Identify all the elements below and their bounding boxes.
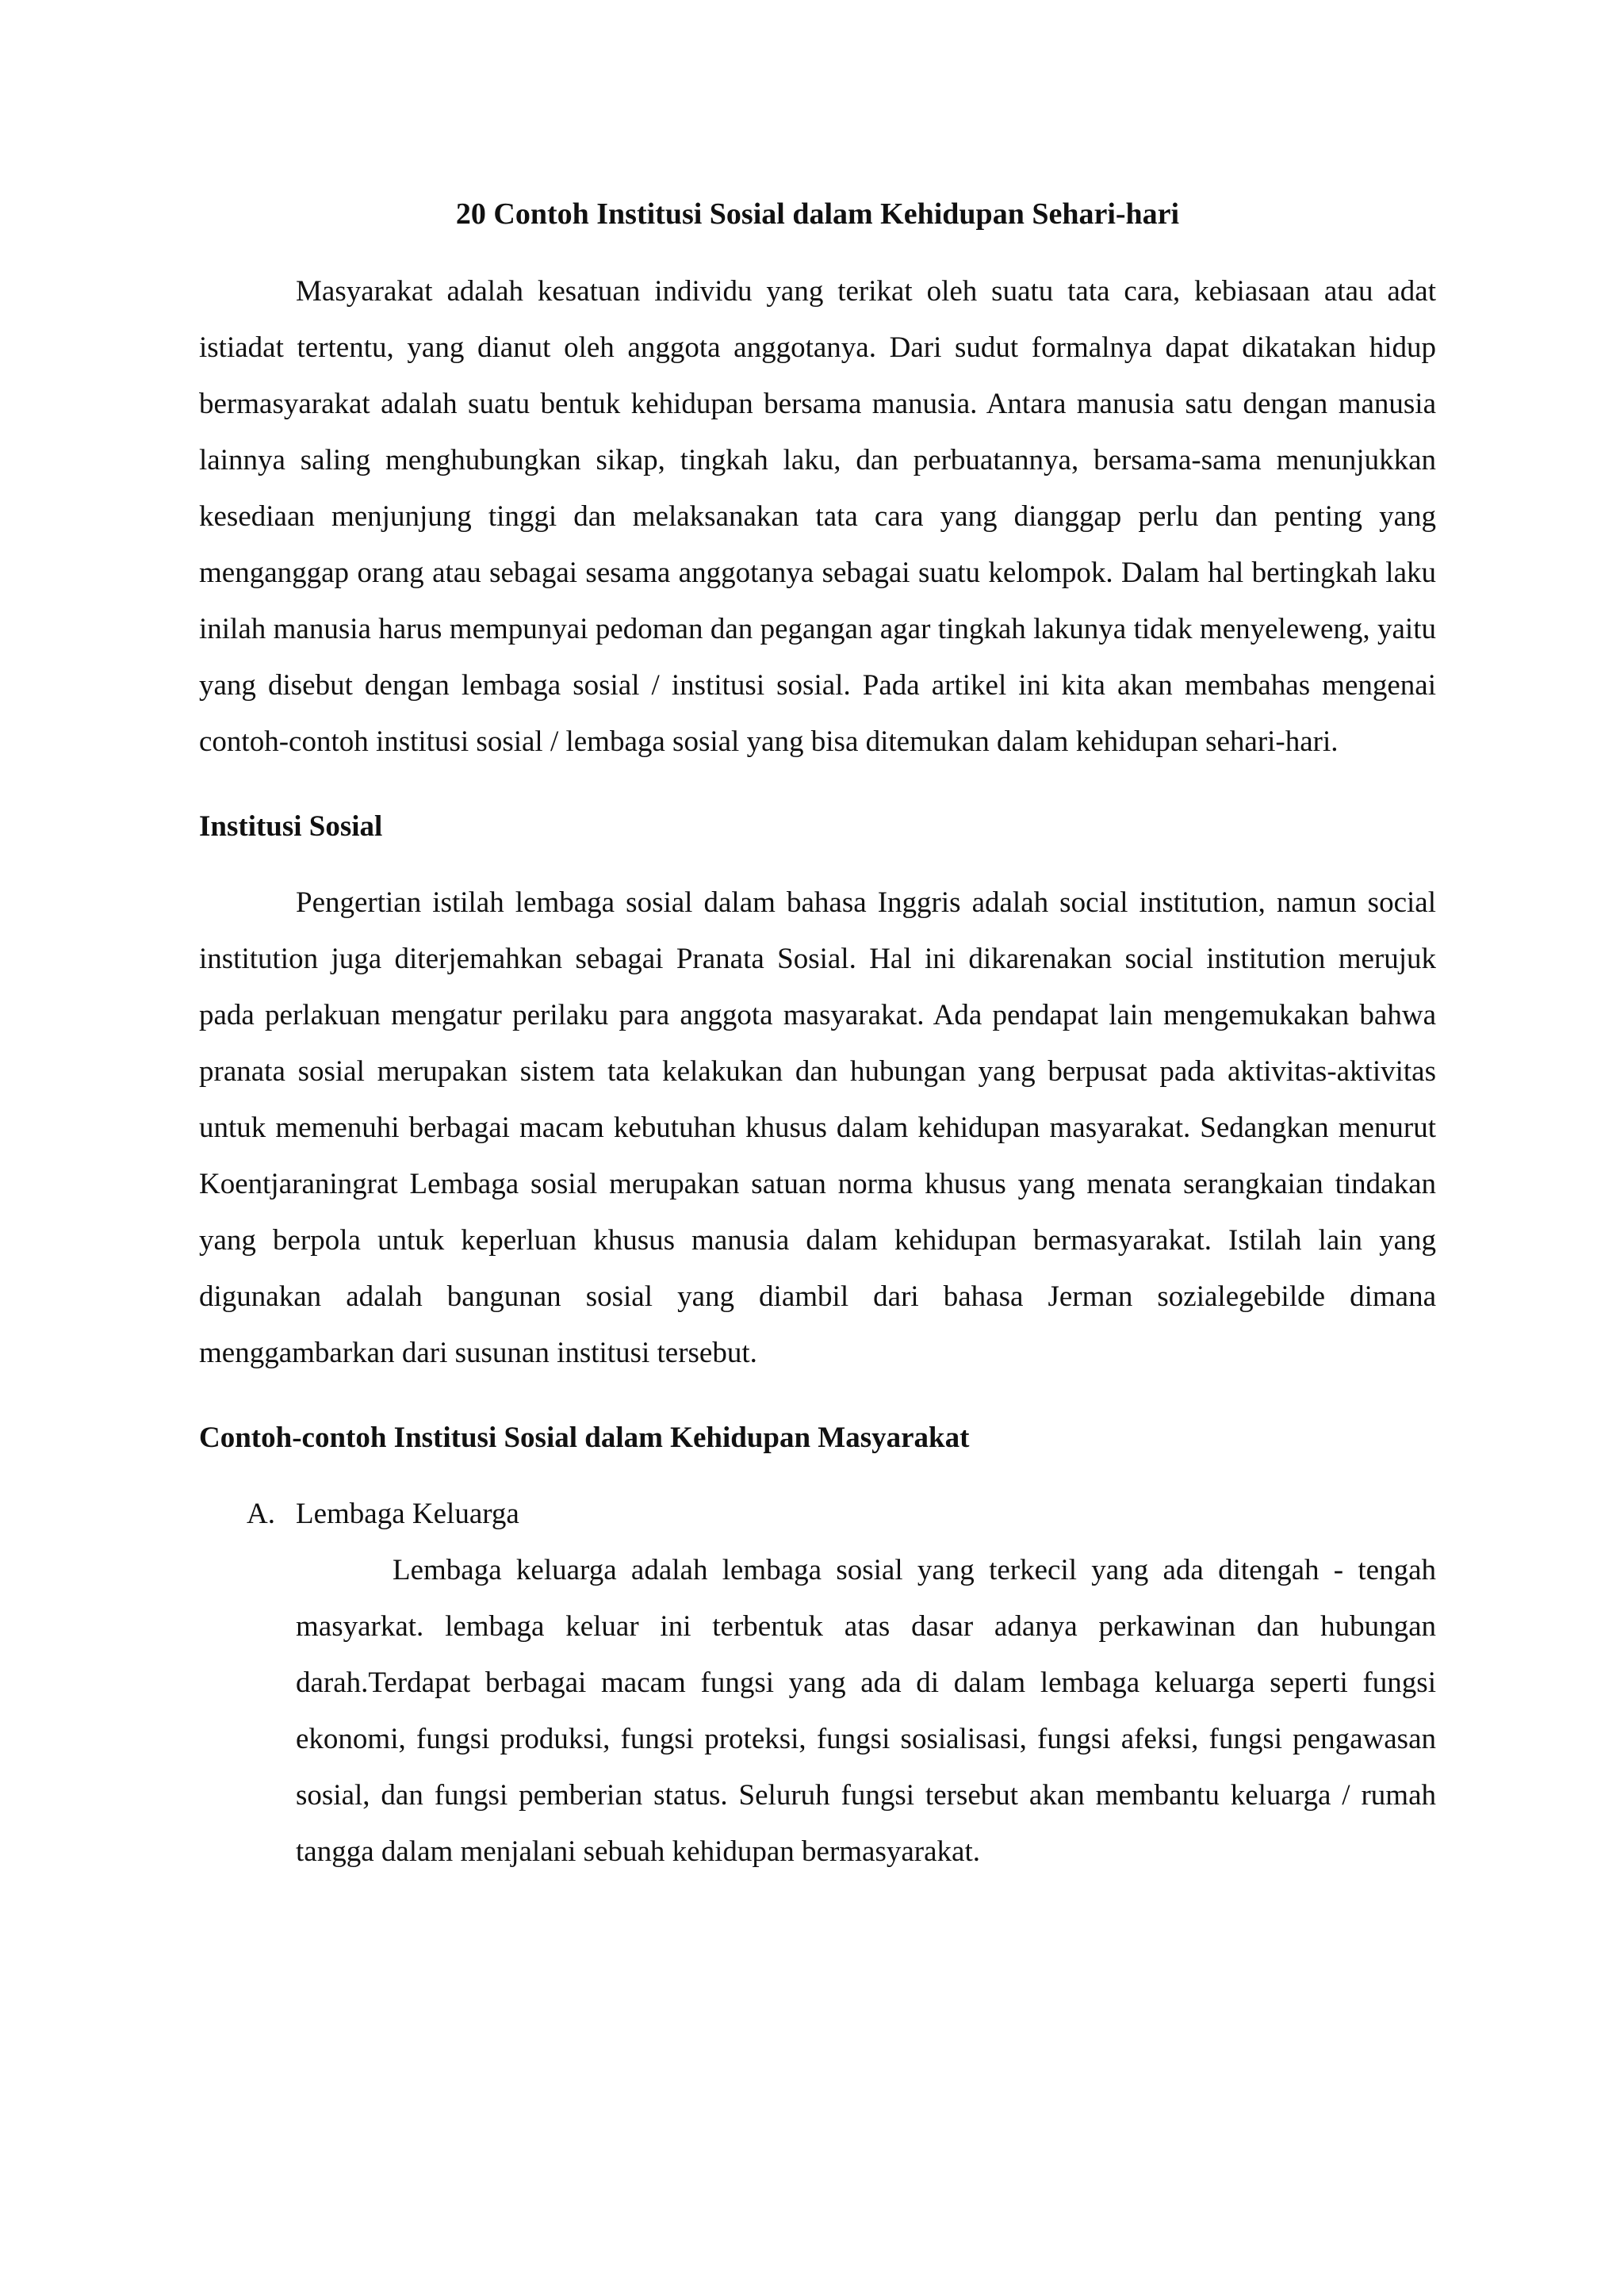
- subsection-heading: [247, 1486, 1436, 1542]
- subsection-body: [296, 1542, 1436, 1880]
- list-marker: A.: [247, 1498, 275, 1531]
- section-heading-contoh-institusi: Contoh-contoh Institusi Sosial dalam Kehidupan Masyarakat: [199, 1421, 970, 1454]
- subsection-paragraph: Lembaga keluarga adalah lembaga sosial yang terkecil yang ada ditengah - tengah masyarkat. lembaga keluar ini terbentuk atas dasar adanya perkawinan dan hubungan darah.Terdapat berbagai macam fungsi yang ada di dalam lembaga keluarga seperti fungsi ekonomi, fungsi produksi, fungsi proteksi, fungsi sosialisasi, fungsi afeksi, fungsi pengawasan sosial, dan fungsi pemberian status. Seluruh fungsi tersebut akan membantu keluarga / rumah tangga dalam menjalani sebuah kehidupan bermasyarakat.: [296, 1554, 1436, 1869]
- intro-paragraph: Masyarakat adalah kesatuan individu yang terikat oleh suatu tata cara, kebiasaan atau adat istiadat tertentu, yang dianut oleh anggota anggotanya. Dari sudut formalnya dapat dikatakan hidup bermasyarakat adalah suatu bentuk kehidupan bersama manusia. Antara manusia satu dengan manusia lainnya saling menghubungkan sikap, tingkah laku, dan perbuatannya, bersama-sama menunjukkan kesediaan menjunjung tinggi dan melaksanakan tata cara yang dianggap perlu dan penting yang menganggap orang atau sebagai sesama anggotanya sebagai suatu kelompok. Dalam hal bertingkah laku inilah manusia harus mempunyai pedoman dan pegangan agar tingkah lakunya tidak menyeleweng, yaitu yang disebut dengan lembaga sosial / institusi sosial. Pada artikel ini kita akan membahas mengenai contoh-contoh institusi sosial / lembaga sosial yang bisa ditemukan dalam kehidupan sehari-hari.: [199, 274, 1436, 758]
- subsection-title: Lembaga Keluarga: [296, 1498, 519, 1531]
- section-heading-institusi-sosial: Institusi Sosial: [199, 809, 383, 843]
- section-paragraph-institusi-sosial: Pengertian istilah lembaga sosial dalam bahasa Inggris adalah social institution, namun social institution juga diterjemahkan sebagai Pranata Sosial. Hal ini dikarenakan social institution merujuk pada perlakuan mengatur perilaku para anggota masyarakat. Ada pendapat lain mengemukakan bahwa pranata sosial merupakan sistem tata kelakukan dan hubungan yang berpusat pada aktivitas-aktivitas untuk memenuhi berbagai macam kebutuhan khusus dalam kehidupan masyarakat. Sedangkan menurut Koentjaraningrat Lembaga sosial merupakan satuan norma khusus yang menata serangkaian tindakan yang berpola untuk keperluan khusus manusia dalam kehidupan bermasyarakat. Istilah lain yang digunakan adalah bangunan sosial yang diambil dari bahasa Jerman sozialegebilde dimana menggambarkan dari susunan institusi tersebut.: [199, 886, 1436, 1369]
- subsection-lembaga-keluarga: [247, 1486, 1436, 1880]
- document-title: 20 Contoh Institusi Sosial dalam Kehidupan Sehari-hari: [455, 197, 1180, 231]
- document-page: [199, 197, 1436, 1880]
